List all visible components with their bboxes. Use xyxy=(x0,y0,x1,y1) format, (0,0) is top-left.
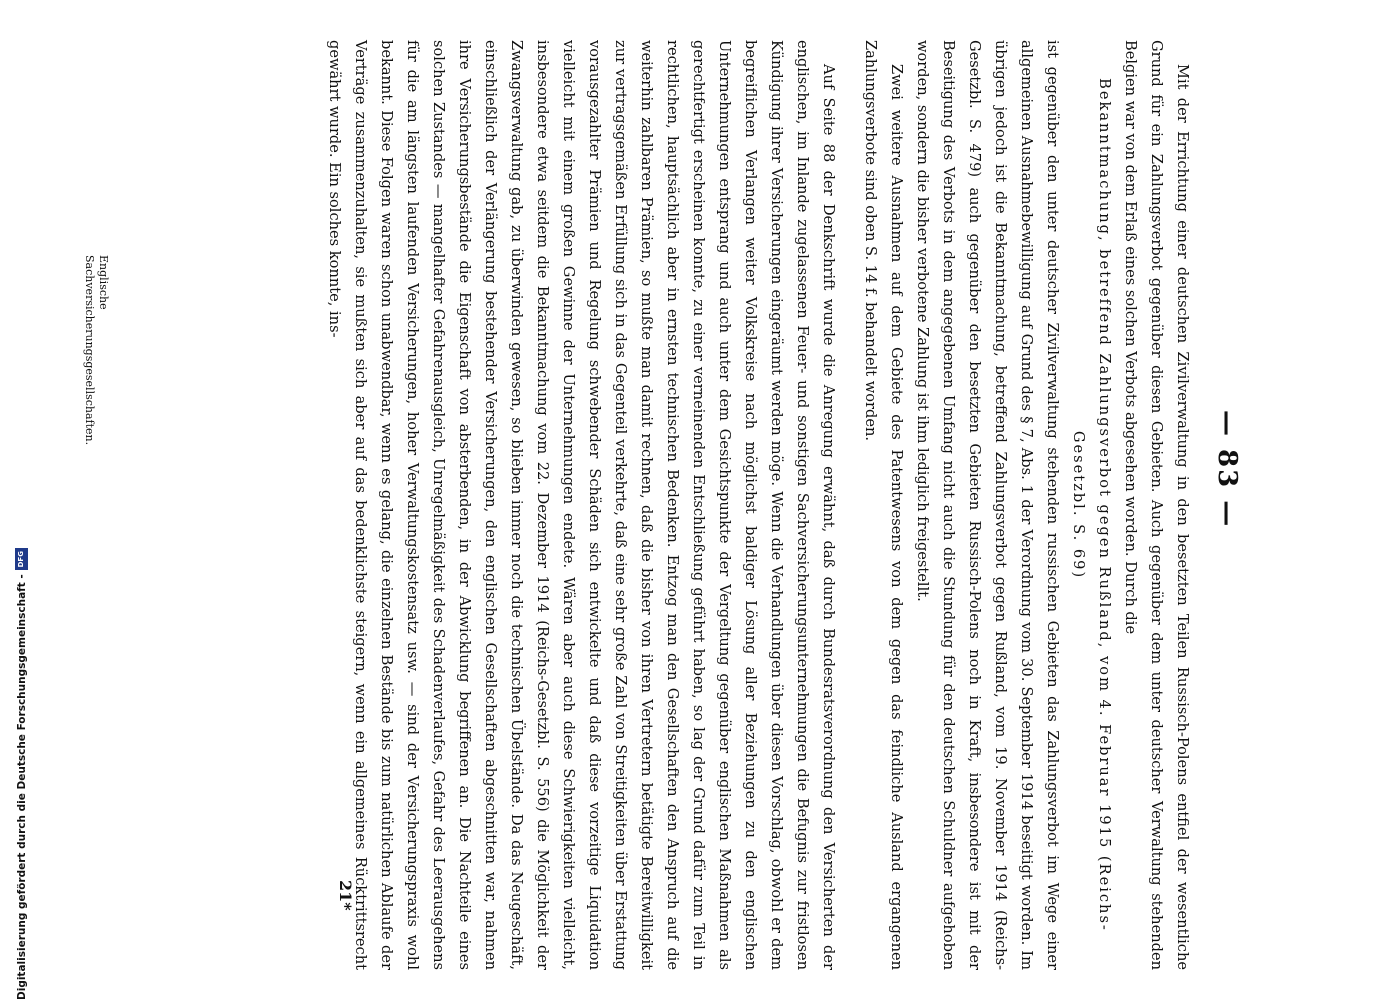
digitization-credit xyxy=(15,548,28,1000)
paragraph-1: Mit der Errichtung einer deutschen Zivilverwaltung in den besetzten Teilen Russisch-Polens entfiel der wesentliche Grund für ein Zahlungsverbot gegenüber diesen Gebieten. Auch gegenüber dem unter deutscher Verwaltung stehenden Belgien war von dem Erlaß eines solchen Verbots abgesehen worden. Durch die xyxy=(1122,40,1191,970)
announcement-heading: Bekanntmachung, betreffend Zahlungsverbot gegen Rußland, vom 4. Februar 1915 (Reichs-Gesetzbl. S. 69) xyxy=(1070,78,1113,932)
page-number: — 83 — xyxy=(1212,410,1242,529)
paragraph-4: Auf Seite 88 der Denkschrift wurde die Anregung erwähnt, daß durch Bundesratsverordnung den Versicherten der englischen, im Inlande zugelassenen Feuer- und sonstigen Sachversicherungsunternehmungen die Befugnis zur fristlosen Kündigung ihrer Versicherungen eingeräumt werden möge. Wenn die Verhandlungen über diesen Vorschlag, obwohl er dem begreiflichen Verlangen weiter Volkskreise nach möglichst baldiger Lösung aller Beziehungen zu den englischen Unternehmungen entsprang und auch unter dem Gesichtspunkte der Vergeltung gegenüber englischen Maßnahmen als gerechtfertigt erscheinen konnte, zu einer verneinenden Entschließung geführt haben, so lag der Grund dafür zum Teil in rechtlichen, hauptsächlich aber in ernsten technischen Bedenken. Entzog man den Gesellschaften den Anspruch auf die weiterhin zahlbaren Prämien, so mußte man damit rechnen, daß die bisher von ihren Vertretern betätigte Bereitwilligkeit zur vertragsgemäßen Erfüllung sich in das Gegenteil verkehrte, daß eine sehr große Zahl von Streitigkeiten über Erstattung vorausgezahlter Prämien und Regelung schwebender Schäden sich entwickelte und daß diese vorzeitige Liquidation vielleicht mit einem großen Gewinne der Unternehmungen endete. Wären aber auch diese Schwierigkeiten vielleicht, insbesondere etwa seitdem die Bekanntmachung vom 22. Dezember 1914 (Reichs-Gesetzbl. S. 556) die Möglichkeit der Zwangsverwaltung gab, zu überwinden gewesen, so blieben immer noch die technischen Übelstände. Da das Neugeschäft, einschließlich der Verlängerung bestehender Versicherungen, den englischen Gesellschaften abgeschnitten war, nahmen ihre Versicherungsbestände die Eigenschaft von absterbenden, in der Abwicklung begriffenen an. Die Nachteile eines solchen Zustandes — mangelhafter Gefahrenausgleich, Unregelmäßigkeit des Schadenverlaufes, Gefahr des Leerausgehens für die am längsten laufenden Versicherungen, hoher Verwaltungskostensatz usw. — sind der Versicherungspraxis wohl bekannt. Diese Folgen waren schon unabwendbar, wenn es gelang, die einzelnen Bestände bis zum natürlichen Ablaufe der Verträge zusammenzuhalten, sie mußten sich aber auf das bedenklichste steigern, wenn ein allgemeines Rücktrittsrecht gewährt wurde. Ein solches konnte, ins- xyxy=(326,40,837,970)
scanned-page xyxy=(83,0,1250,970)
margin-note-insurance: Englische Sachversicherungsgesellschaften. xyxy=(83,255,110,446)
credit-text: Digitalisierung gefördert durch die Deutsche Forschungsgemeinschaft - xyxy=(15,574,28,1000)
paragraph-3: Zwei weitere Ausnahmen auf dem Gebiete des Patentwesens von dem gegen das feindliche Ausland ergangenen Zahlungsverbote sind oben S. 14 f. behandelt worden. xyxy=(862,40,905,970)
sheet-signature: 21* xyxy=(336,880,355,911)
dfg-logo-icon: DFG xyxy=(15,548,28,570)
page-body xyxy=(321,40,1195,970)
paragraph-2: ist gegenüber den unter deutscher Zivilverwaltung stehenden russischen Gebieten das Zahlungsverbot im Wege einer allgemeinen Ausnahmebewilligung auf Grund des § 7, Abs. 1 der Verordnung vom 30. September 1914 beseitigt worden. Im übrigen jedoch ist die Bekanntmachung, betreffend Zahlungsverbot gegen Rußland, vom 19. November 1914 (Reichs-Gesetzbl. S. 479) auch gegenüber den besetzten Gebieten Russisch-Polens noch in Kraft, insbesondere ist mit der Beseitigung des Verbots in dem angegebenen Umfang nicht auch die Stundung für den deutschen Schuldner aufgehoben worden, sondern die bisher verbotene Zahlung ist ihm lediglich freigestellt. xyxy=(914,40,1061,970)
